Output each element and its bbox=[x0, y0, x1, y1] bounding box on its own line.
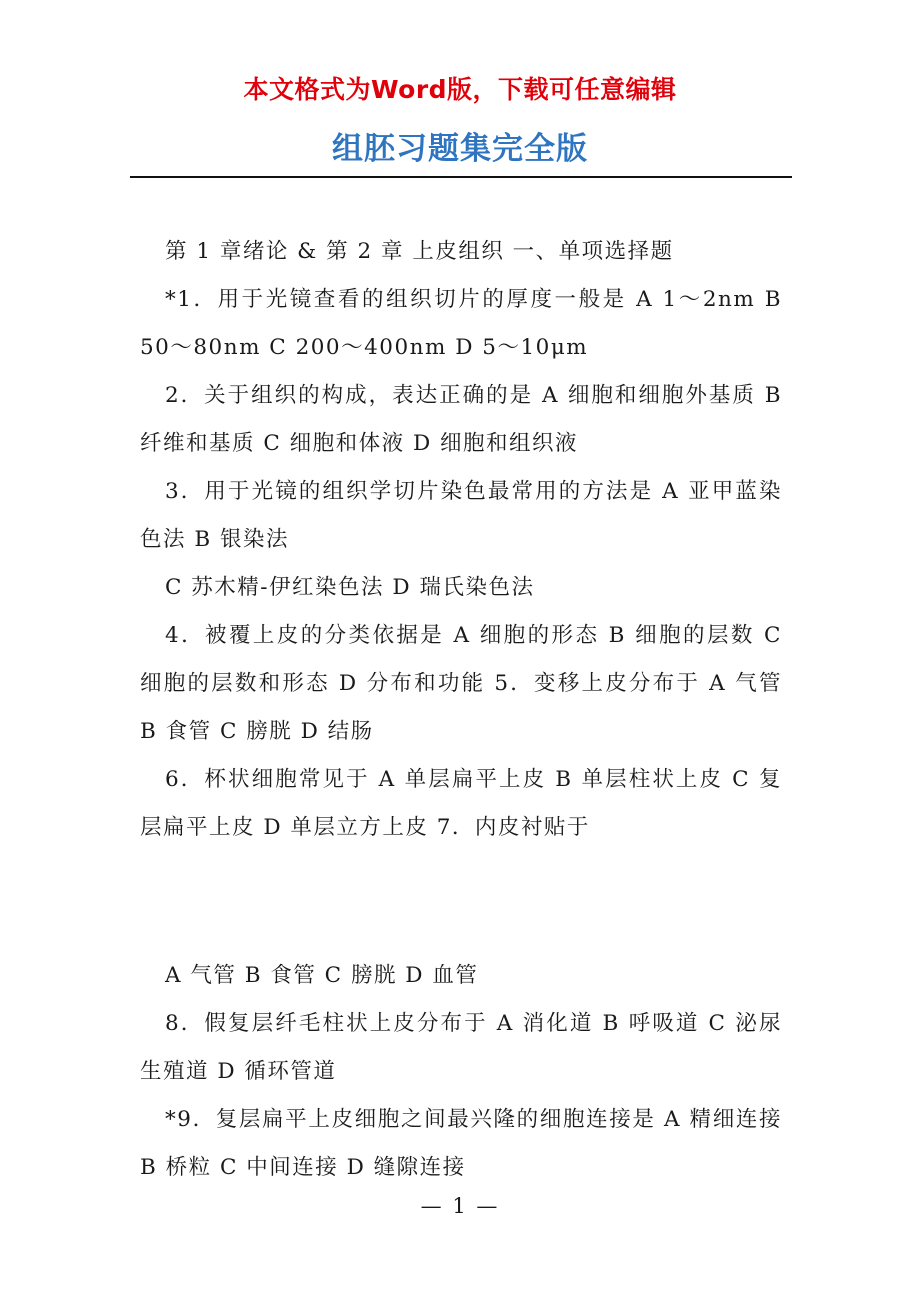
page-number: — 1 — bbox=[420, 1194, 500, 1218]
question-7-options: A 气管 B 食管 C 膀胱 D 血管 bbox=[165, 963, 479, 988]
question-4-5: 4．被覆上皮的分类依据是 A 细胞的形态 B 细胞的层数 C 细胞的层数和形态 D 分布和功能 5．变移上皮分布于 A 气管 B 食管 C 膀胱 D 结肠 bbox=[140, 623, 782, 744]
question-block-2 bbox=[140, 952, 782, 1192]
question-1: *1．用于光镜查看的组织切片的厚度一般是 A 1～2nm B 50～80nm C 200～400nm D 5～10μm bbox=[140, 287, 782, 360]
question-block-1 bbox=[140, 228, 782, 852]
question-3-options: C 苏木精-伊红染色法 D 瑞氏染色法 bbox=[165, 575, 535, 600]
question-6-7: 6．杯状细胞常见于 A 单层扁平上皮 B 单层柱状上皮 C 复层扁平上皮 D 单层立方上皮 7．内皮衬贴于 bbox=[140, 767, 782, 840]
download-banner: 本文格式为Word版，下载可任意编辑 bbox=[243, 75, 677, 104]
question-8: 8．假复层纤毛柱状上皮分布于 A 消化道 B 呼吸道 C 泌尿生殖道 D 循环管道 bbox=[140, 1011, 782, 1084]
question-2: 2．关于组织的构成，表达正确的是 A 细胞和细胞外基质 B 纤维和基质 C 细胞和体液 D 细胞和组织液 bbox=[140, 383, 782, 456]
chapter-heading: 第 1 章绪论 & 第 2 章 上皮组织 一、单项选择题 bbox=[165, 239, 674, 264]
document-title: 组胚习题集完全版 bbox=[332, 131, 588, 167]
question-3: 3．用于光镜的组织学切片染色最常用的方法是 A 亚甲蓝染色法 B 银染法 bbox=[140, 479, 782, 552]
question-9: *9．复层扁平上皮细胞之间最兴隆的细胞连接是 A 精细连接 B 桥粒 C 中间连接 D 缝隙连接 bbox=[140, 1107, 782, 1180]
title-divider bbox=[130, 176, 792, 178]
